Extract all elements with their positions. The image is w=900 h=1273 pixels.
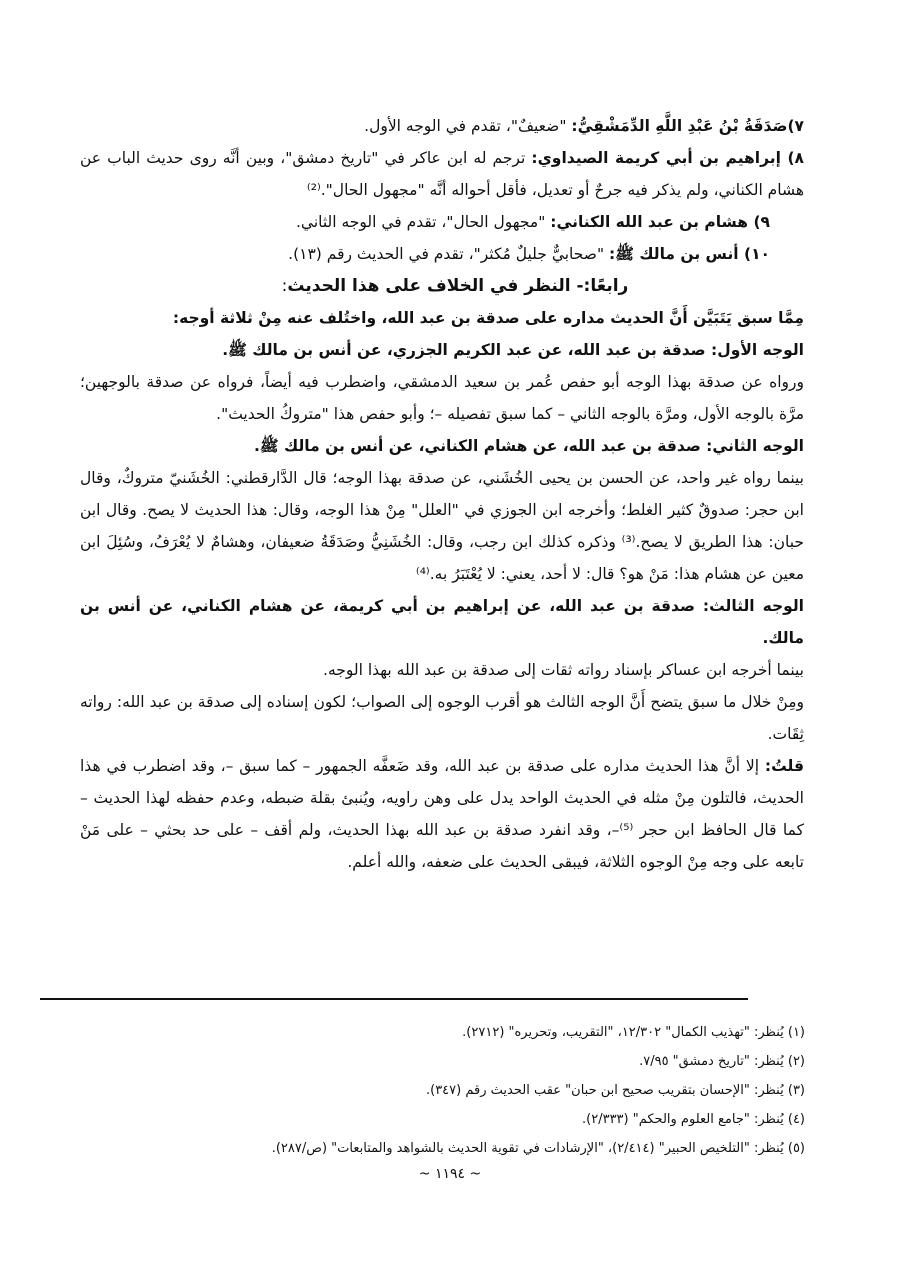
narrator-desc: ترجم له ابن عاكر في "تاريخ دمشق"، وبين أنَّه روى حديث الباب عن هشام الكناني، ولم يذكر فيه جرحٌ أو تعديل، فأقل أحواله أنَّه "مجهول الحال".⁽²⁾: [80, 149, 804, 199]
second-aspect-text: الوجه الثاني: صدقة بن عبد الله، عن هشام الكناني، عن أنس بن مالك ﷺ.: [254, 437, 804, 455]
section-heading-text: رابعًا:- النظر في الخلاف على هذا الحديث: [287, 276, 629, 296]
third-aspect-body: [80, 654, 830, 686]
third-aspect-heading: [80, 590, 830, 654]
second-aspect-body: [80, 462, 830, 590]
narrator-10: [80, 238, 830, 270]
narrator-7: [80, 110, 830, 142]
first-aspect-body: [80, 366, 830, 430]
section-heading: [80, 270, 830, 302]
footnote-separator: [40, 998, 748, 1000]
second-aspect-heading: [80, 430, 830, 462]
footnote-2: (٢) يُنظر: "تاريخ دمشق" ٧/٩٥.: [639, 1054, 805, 1069]
first-aspect-heading: [80, 334, 830, 366]
body-text: [80, 110, 830, 878]
intro-statement: [80, 302, 830, 334]
footnote-5: (٥) يُنظر: "التلخيص الحبير" (٢/٤١٤)، "الإرشادات في تقوية الحديث بالشواهد والمتابعات" (ص/٢٨٧).: [271, 1141, 805, 1156]
narrator-name: ١٠) أنس بن مالك ﷺ:: [609, 245, 770, 263]
narrator-desc: "مجهول الحال"، تقدم في الوجه الثاني.: [295, 213, 551, 231]
footnote-4: (٤) يُنظر: "جامع العلوم والحكم" (٢/٣٣٣).: [582, 1112, 805, 1127]
section-heading-colon: :: [281, 276, 288, 296]
page-number: ~ ١١٩٤ ~: [418, 1166, 482, 1182]
narrator-9: [80, 206, 830, 238]
author-note-text: إلا أنَّ هذا الحديث مداره على صدقة بن عبد الله، وقد ضَعفَّه الجمهور – كما سبق –، وقد اضطرب في هذا الحديث، فالتلون مِنْ مثله في الحديث الواحد يدل على وهن راويه، ويُنبئ بقلة ضبطه، وعدم حفظه لهذا الحديث – كما قال الحافظ ابن حجر ⁽⁵⁾–، وقد انفرد صدقة بن عبد الله بهذا الحديث، ولم أقف – على حد بحثي – على مَنْ تابعه على وجه مِنْ الوجوه الثلاثة، فيبقى الحديث على ضعفه، والله أعلم.: [80, 757, 804, 871]
author-note: [80, 750, 830, 878]
conclusion-paragraph: [80, 686, 830, 750]
footnote-3: (٣) يُنظر: "الإحسان بتقريب صحيح ابن حبان" عقب الحديث رقم (٣٤٧).: [425, 1083, 805, 1098]
footnotes: [100, 1018, 805, 1163]
narrator-name: ٧)صَدَقَةُ بْنُ عَبْدِ اللَّهِ الدِّمَشْقِيُّ:: [571, 117, 804, 135]
author-note-label: قلتُ:: [764, 757, 804, 775]
second-aspect-body-text: بينما رواه غير واحد، عن الحسن بن يحيى الخُشَني، عن صدقة بهذا الوجه؛ قال الدَّارقطني: الخُشَنيّ متروكٌ، وقال ابن حجر: صدوقٌ كثير الغلط؛ وأخرجه ابن الجوزي في "العلل" مِنْ هذا الوجه، وقال: هذا الحديث لا يصح. وقال ابن حبان: هذا الطريق لا يصح.⁽³⁾ وذكره كذلك ابن رجب، وقال: الخُشَنِيُّ وصَدَقَةُ ضعيفان، وهشامٌ لا يُعْرَفُ، وسُئِلَ ابن معين عن هشام هذا: مَنْ هو؟ قال: لا أحد، يعني: لا يُعْتَبَرُ به.⁽⁴⁾: [80, 469, 804, 583]
narrator-desc: "ضعيفٌ"، تقدم في الوجه الأول.: [364, 117, 572, 135]
narrator-desc: "صحابيٌّ جليلٌ مُكثر"، تقدم في الحديث رقم (١٣).: [288, 245, 609, 263]
third-aspect-body-text: بينما أخرجه ابن عساكر بإسناد رواته ثقات إلى صدقة بن عبد الله بهذا الوجه.: [323, 661, 804, 679]
footnote-1: (١) يُنظر: "تهذيب الكمال" ١٢/٣٠٢، "التقريب، وتحريره" (٢٧١٢).: [462, 1025, 805, 1040]
narrator-name: ٨) إبراهيم بن أبي كريمة الصيداوي:: [531, 149, 804, 167]
conclusion-text: ومِنْ خلال ما سبق يتضح أَنَّ الوجه الثالث هو أقرب الوجوه إلى الصواب؛ لكون إسناده إلى صدقة بن عبد الله: رواته ثِقَات.: [80, 693, 804, 743]
intro-statement-text: مِمَّا سبق يَتَبَيَّن أَنَّ الحديث مداره على صدقة بن عبد الله، واختُلف عنه مِنْ ثلاثة أوجه:: [172, 309, 804, 327]
third-aspect-text: الوجه الثالث: صدقة بن عبد الله، عن إبراهيم بن أبي كريمة، عن هشام الكناني، عن أنس بن مالك.: [80, 597, 804, 647]
narrator-8: [80, 142, 830, 206]
first-aspect-body-text: ورواه عن صدقة بهذا الوجه أبو حفص عُمر بن سعيد الدمشقي، واضطرب فيه أيضاً، فرواه عن صدقة بالوجهين؛ مرَّة بالوجه الأول، ومرَّة بالوجه الثاني – كما سبق تفصيله –؛ وأبو حفص هذا "متروكُ الحديث".: [80, 373, 804, 423]
narrator-name: ٩) هشام بن عبد الله الكناني:: [550, 213, 770, 231]
first-aspect-text: الوجه الأول: صدقة بن عبد الله، عن عبد الكريم الجزري، عن أنس بن مالك ﷺ.: [222, 341, 804, 359]
